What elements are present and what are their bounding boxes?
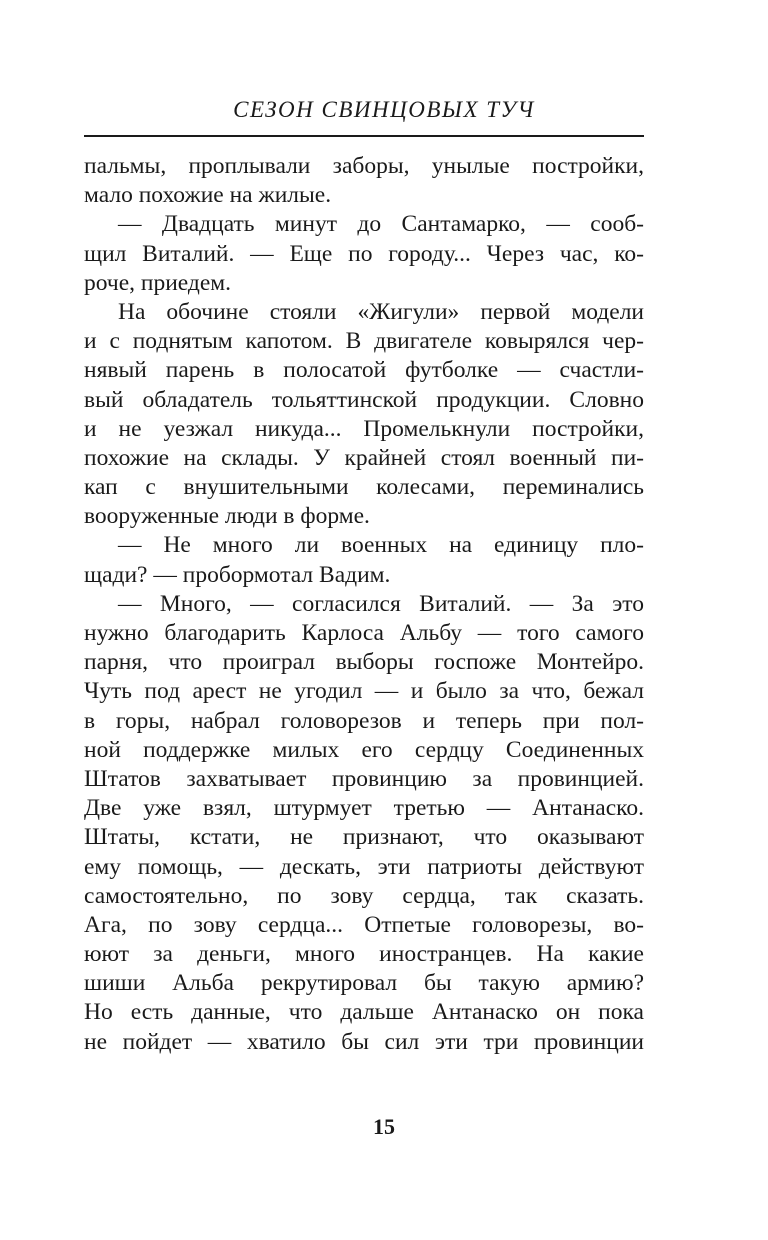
text-line: юют за деньги, много иностранцев. На какие <box>84 941 644 968</box>
text-line: кап с внушительными колесами, переминались <box>84 474 644 501</box>
text-line: Две уже взял, штурмует третью — Антанаско. <box>84 795 644 822</box>
header-rule <box>84 135 644 137</box>
text-line: вый обладатель тольяттинской продукции. Словно <box>84 386 644 413</box>
text-line: и не уезжал никуда... Промелькнули постройки, <box>84 415 644 442</box>
text-line: нявый парень в полосатой футболке — счастли- <box>84 357 644 384</box>
text-line: — Двадцать минут до Сантамарко, — сооб- <box>118 211 644 238</box>
text-line: Штатов захватывает провинцию за провинцией. <box>84 765 644 792</box>
text-line: щил Виталий. — Еще по городу... Через час, ко- <box>84 240 644 267</box>
text-line: вооруженные люди в форме. <box>84 503 370 530</box>
page-number: 15 <box>373 1114 395 1139</box>
text-line: — Много, — согласился Виталий. — За это <box>118 590 644 617</box>
text-line: На обочине стояли «Жигули» первой модели <box>118 298 644 325</box>
text-line: и с поднятым капотом. В двигателе ковырялся чер- <box>84 328 644 355</box>
text-line: Штаты, кстати, не признают, что оказывают <box>84 824 644 851</box>
text-line: парня, что проиграл выборы госпоже Монтейро. <box>84 649 644 676</box>
text-line: похожие на склады. У крайней стоял военный пи- <box>84 444 644 471</box>
text-line: шиши Альба рекрутировал бы такую армию? <box>84 970 644 997</box>
text-line: в горы, набрал головорезов и теперь при пол- <box>84 707 644 734</box>
text-line: Но есть данные, что дальше Антанаско он пока <box>84 999 644 1026</box>
text-line: Ага, по зову сердца... Отпетые головорезы, во- <box>84 911 644 938</box>
running-head: СЕЗОН СВИНЦОВЫХ ТУЧ <box>233 97 535 122</box>
text-line: самостоятельно, по зову сердца, так сказать. <box>84 882 644 909</box>
text-line: роче, приедем. <box>84 269 232 296</box>
text-line: щади? — пробормотал Вадим. <box>84 561 391 588</box>
text-line: ему помощь, — дескать, эти патриоты действуют <box>84 853 644 880</box>
text-line: Чуть под арест не угодил — и было за что, бежал <box>84 678 644 705</box>
text-line: нужно благодарить Карлоса Альбу — того самого <box>84 620 644 646</box>
text-line: мало похожие на жилые. <box>84 182 332 209</box>
body-text <box>84 152 644 1057</box>
text-line: ной поддержке милых его сердцу Соединенных <box>84 736 644 763</box>
text-line: не пойдет — хватило бы сил эти три провинции <box>84 1028 644 1055</box>
text-line: — Не много ли военных на единицу пло- <box>118 532 644 559</box>
text-line: пальмы, проплывали заборы, унылые постройки, <box>84 153 644 179</box>
